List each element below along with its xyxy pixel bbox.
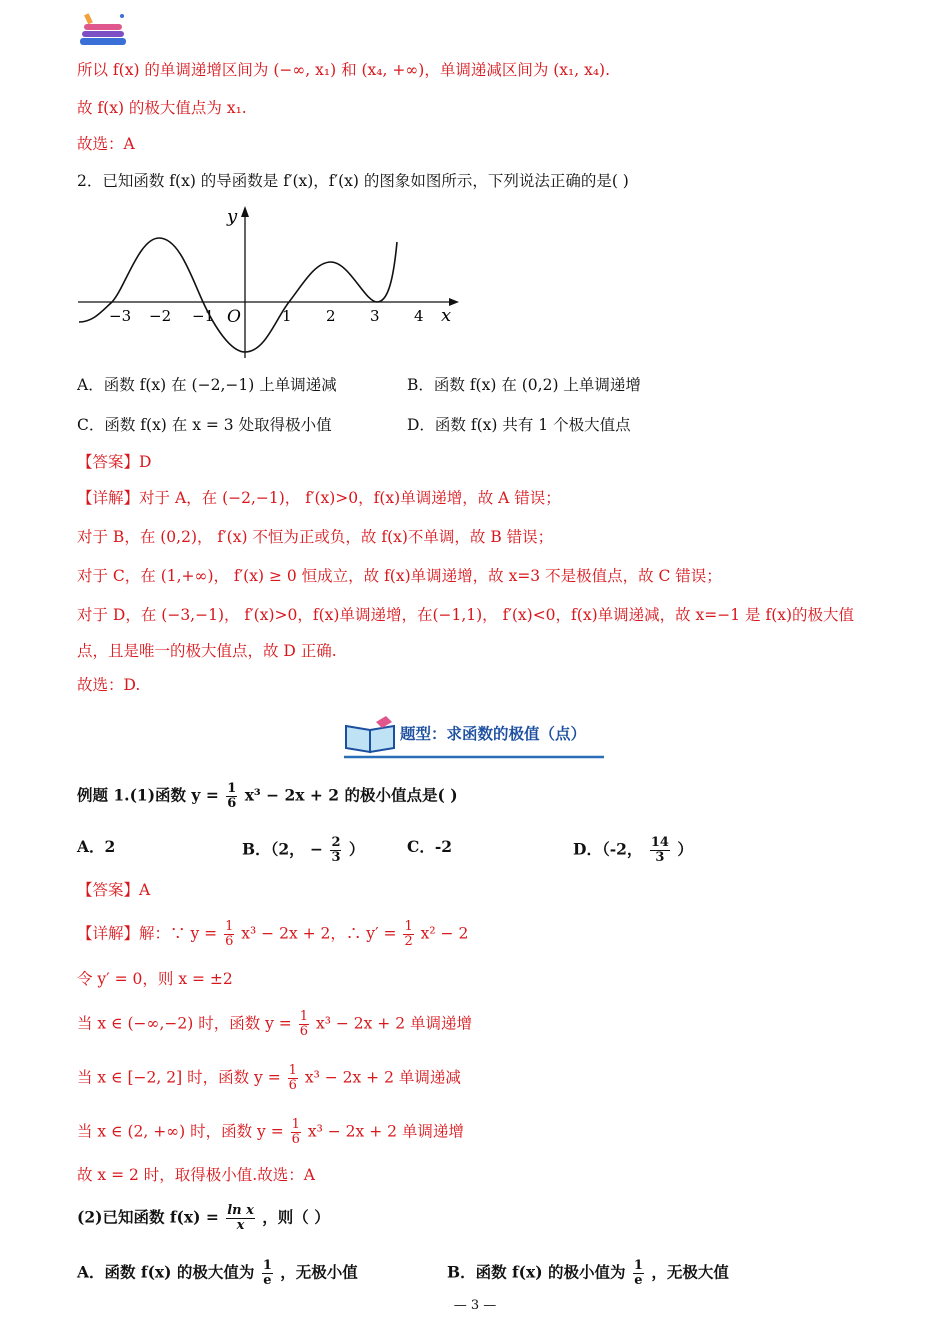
stem-text: ，则（ ）	[262, 1207, 330, 1227]
option-text: A．函数 f(x) 的极大值为	[77, 1262, 255, 1282]
answer-value: D	[139, 453, 152, 471]
q2-answer	[77, 451, 151, 473]
example-1-detail-4	[77, 1064, 461, 1093]
numerator: 14	[650, 835, 669, 850]
numerator: 2	[331, 835, 341, 850]
fraction	[262, 1259, 273, 1288]
denominator: 6	[291, 1132, 300, 1147]
q2-detail-6: 故选：D.	[77, 676, 141, 694]
prev-solution-line-1: 所以 f(x) 的单调递增区间为 (−∞, x₁) 和 (x₄, +∞)，单调递减区间为 (x₁, x₄).	[77, 61, 611, 79]
prev-solution-line-3: 故选：A	[77, 135, 135, 153]
fraction	[291, 1118, 301, 1147]
fraction	[288, 1064, 298, 1093]
fraction	[226, 782, 237, 811]
example-1-option-b	[242, 836, 364, 865]
section-title: 题型：求函数的极值（点）	[400, 725, 587, 743]
tick-label: 4	[414, 307, 424, 325]
example-1-detail-5	[77, 1118, 464, 1147]
detail-text: x³ − 2x + 2 单调递减	[304, 1068, 461, 1087]
detail-text: 对于 A，在 (−2,−1)， f′(x)>0，f(x)单调递增，故 A 错误；	[139, 489, 561, 507]
page-number: — 3 —	[453, 1298, 497, 1313]
numerator: 1	[262, 1258, 272, 1273]
numerator: 1	[404, 919, 413, 934]
q2-detail-4: 对于 D，在 (−3,−1)， f′(x)>0，f(x)单调递增，在(−1,1)， f′(x)<0，f(x)单调递减，故 x=−1 是 f(x)的极大值	[77, 606, 855, 624]
question-2-stem: 2．已知函数 f(x) 的导函数是 f′(x)，f′(x) 的图象如图所示，下列说法正确的是( )	[77, 172, 629, 190]
denominator: 3	[331, 850, 341, 865]
graph-y-label: y	[227, 206, 238, 227]
denominator: 6	[227, 796, 237, 811]
example-1-detail-1	[77, 920, 468, 949]
answer-tag: 【答案】	[77, 881, 140, 899]
example-2-option-a	[77, 1259, 358, 1288]
option-text: ）	[677, 839, 693, 859]
tick-label: −2	[149, 307, 172, 325]
tick-label: 3	[370, 307, 380, 325]
example-1-option-a: A．2	[77, 837, 116, 856]
q2-detail-3: 对于 C，在 (1,+∞)， f′(x) ≥ 0 恒成立，故 f(x)单调递增，故 x=3 不是极值点，故 C 错误；	[77, 567, 722, 585]
option-text: ，无极小值	[280, 1262, 358, 1282]
denominator: x	[236, 1218, 245, 1233]
denominator: 6	[225, 934, 234, 949]
option-b: B．函数 f(x) 在 (0,2) 上单调递增	[407, 376, 641, 394]
denominator: 3	[655, 850, 665, 865]
denominator: 6	[299, 1024, 309, 1039]
example-1-option-c: C．-2	[407, 837, 453, 856]
graph-origin-label: O	[227, 307, 241, 327]
tick-label: −3	[109, 307, 132, 325]
numerator: 1	[299, 1009, 309, 1024]
detail-text: 解：∵ y =	[139, 924, 218, 943]
q2-detail-5: 点，且是唯一的极大值点，故 D 正确.	[77, 642, 337, 660]
option-a: A．函数 f(x) 在 (−2,−1) 上单调递减	[77, 376, 337, 394]
books-logo-icon	[78, 10, 130, 50]
fraction	[330, 836, 341, 865]
example-1-answer	[77, 879, 150, 901]
numerator: 1	[633, 1258, 643, 1273]
answer-value: A	[139, 881, 151, 899]
option-text: B．函数 f(x) 的极小值为	[447, 1262, 626, 1282]
denominator: e	[263, 1273, 272, 1288]
fraction	[633, 1259, 644, 1288]
stem-text: 例题 1.(1)函数 y =	[77, 785, 219, 805]
detail-text: 当 x ∈ [−2, 2] 时，函数 y =	[77, 1068, 281, 1087]
derivative-graph	[75, 200, 465, 360]
example-1-detail-6: 故 x = 2 时，取得极小值.故选：A	[77, 1166, 315, 1184]
numerator: 1	[227, 781, 237, 796]
denominator: e	[634, 1273, 643, 1288]
option-d: D．函数 f(x) 共有 1 个极大值点	[407, 416, 631, 434]
example-2-option-b	[447, 1259, 729, 1288]
detail-text: 当 x ∈ (2, +∞) 时，函数 y =	[77, 1122, 284, 1141]
numerator: 1	[291, 1117, 300, 1132]
tick-label: −1	[192, 307, 215, 325]
option-c: C．函数 f(x) 在 x = 3 处取得极小值	[77, 416, 332, 434]
open-book-icon	[346, 716, 394, 752]
detail-tag: 【详解】	[77, 489, 140, 507]
denominator: 6	[288, 1078, 297, 1093]
fraction	[224, 920, 234, 949]
q2-detail-1	[77, 487, 561, 509]
tick-label: 2	[326, 307, 336, 325]
option-text: ）	[348, 839, 365, 859]
example-1-detail-3	[77, 1010, 472, 1039]
option-text: B．（2， −	[242, 839, 324, 859]
fraction	[650, 836, 670, 865]
prev-solution-line-2: 故 f(x) 的极大值点为 x₁.	[77, 99, 247, 117]
detail-text: 当 x ∈ (−∞,−2) 时，函数 y =	[77, 1014, 292, 1033]
q2-detail-2: 对于 B，在 (0,2)， f′(x) 不恒为正或负，故 f(x)不单调，故 B 错误；	[77, 528, 554, 546]
stem-text: (2)已知函数 f(x) =	[77, 1207, 219, 1227]
detail-text: x² − 2	[420, 924, 469, 943]
detail-text: x³ − 2x + 2 单调递增	[315, 1014, 472, 1033]
detail-text: x³ − 2x + 2 单调递增	[307, 1122, 464, 1141]
numerator: 1	[288, 1063, 297, 1078]
graph-x-label: x	[441, 305, 452, 326]
answer-tag: 【答案】	[77, 453, 140, 471]
option-text: ，无极大值	[651, 1262, 729, 1282]
detail-tag: 【详解】	[77, 924, 140, 943]
tick-label: 1	[282, 307, 292, 325]
denominator: 2	[404, 934, 413, 949]
stem-text: x³ − 2x + 2 的极小值点是( )	[244, 785, 458, 805]
fraction	[403, 920, 413, 949]
derivative-curve	[79, 238, 397, 352]
numerator: ln x	[227, 1203, 254, 1218]
example-1-option-d	[573, 836, 693, 865]
fraction	[299, 1010, 309, 1039]
fraction	[226, 1204, 255, 1233]
example-1-detail-2: 令 y′ = 0，则 x = ±2	[77, 970, 233, 988]
example-2-stem	[77, 1204, 330, 1233]
option-text: D．（-2，	[573, 839, 643, 859]
example-1-stem	[77, 782, 458, 811]
numerator: 1	[225, 919, 234, 934]
detail-text: x³ − 2x + 2，∴ y′ =	[241, 924, 397, 943]
